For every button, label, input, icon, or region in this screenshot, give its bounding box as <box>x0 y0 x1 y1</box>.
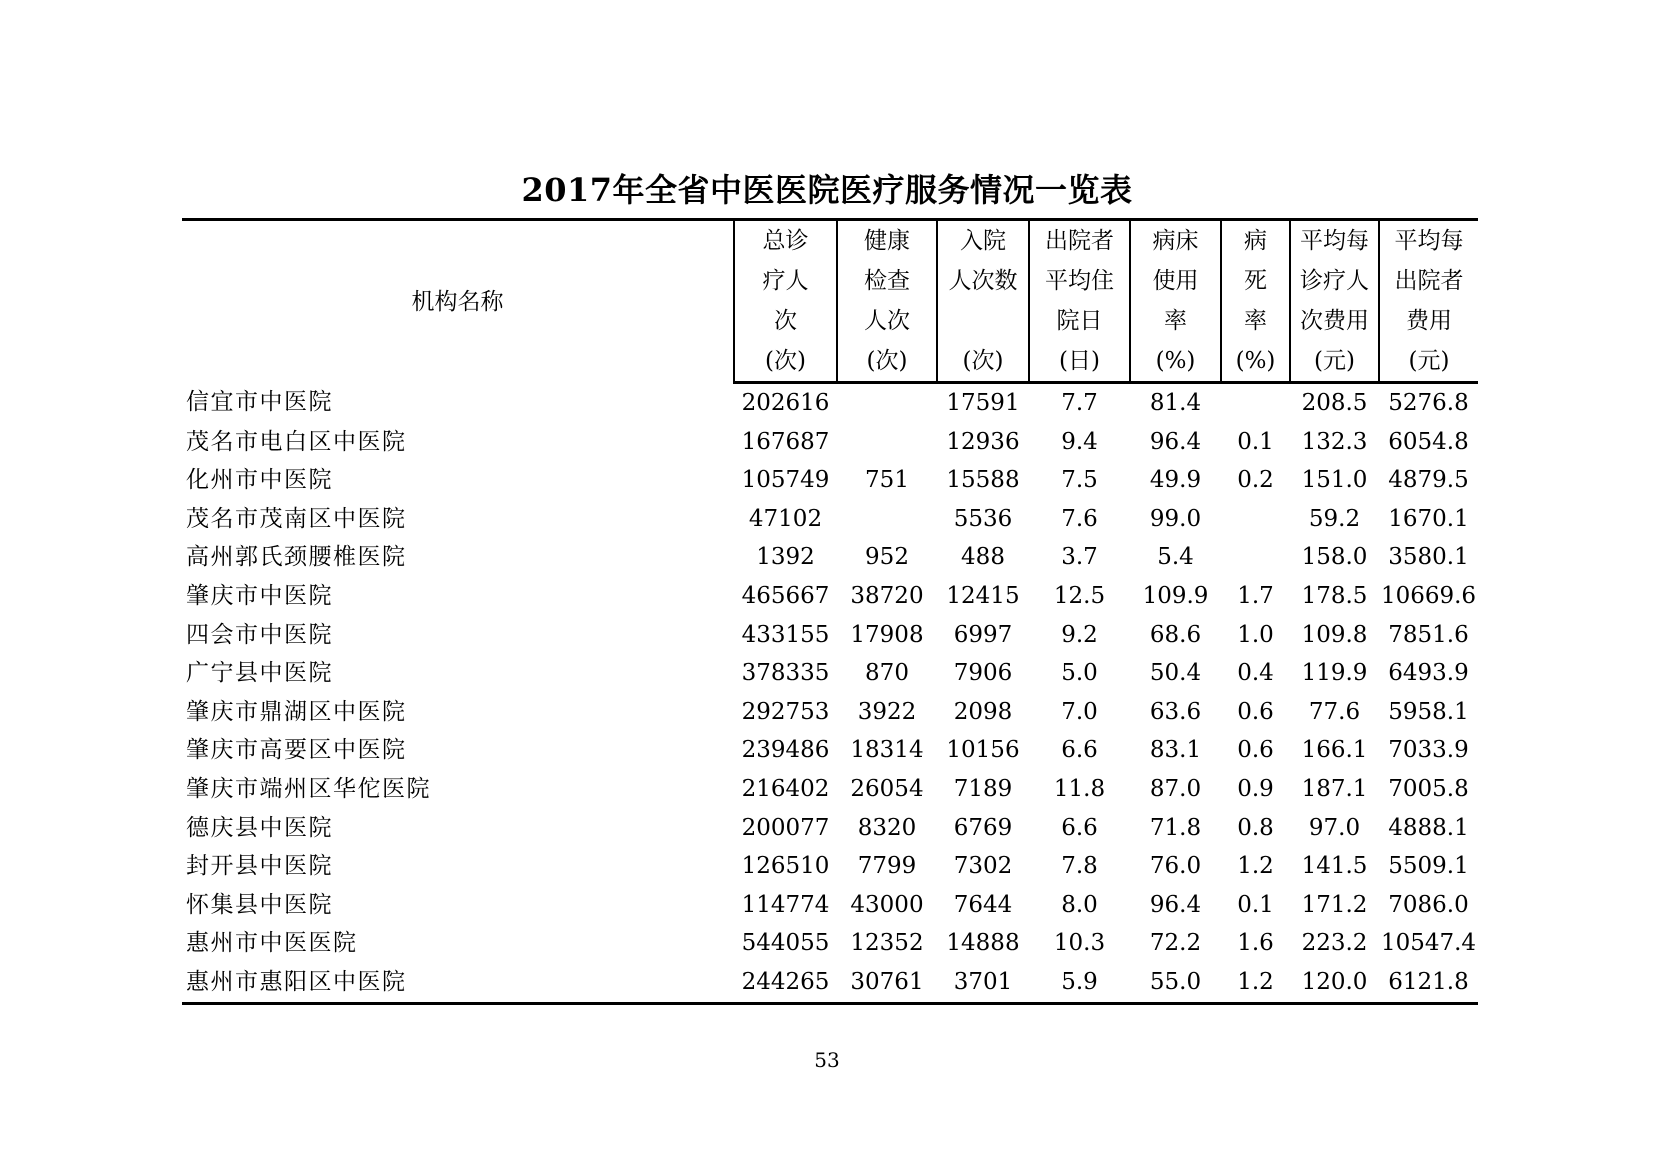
cell-total-visits: 465667 <box>741 582 830 609</box>
table-row <box>182 500 1478 539</box>
cell-bed-usage: 5.4 <box>1157 544 1194 571</box>
cell-bed-usage: 96.4 <box>1149 891 1202 918</box>
cell-mortality: 0.4 <box>1237 660 1274 687</box>
institution-name-cell: 德庆县中医院 <box>186 814 333 841</box>
cell-bed-usage: 96.4 <box>1149 428 1202 455</box>
cell-mortality: 1.0 <box>1237 621 1274 648</box>
table-row <box>182 924 1478 963</box>
table-row <box>182 770 1478 809</box>
cell-bed-usage: 72.2 <box>1149 930 1202 957</box>
header-line: 率 <box>1244 308 1267 334</box>
header-line: 病 <box>1244 228 1267 254</box>
cell-mortality <box>1221 500 1290 539</box>
unit-label: (日) <box>1029 341 1130 383</box>
cell-admissions: 5536 <box>953 505 1013 532</box>
cell-admissions: 14888 <box>946 930 1020 957</box>
cell-avg-discharge-cost: 4879.5 <box>1388 467 1469 494</box>
institution-name-cell: 惠州市中医医院 <box>186 930 358 957</box>
institution-name-cell: 广宁县中医院 <box>186 660 333 687</box>
cell-avg-visit-cost: 132.3 <box>1301 428 1368 455</box>
cell-total-visits: 167687 <box>741 428 830 455</box>
cell-mortality <box>1221 383 1290 423</box>
cell-avg-visit-cost: 77.6 <box>1308 698 1361 725</box>
table-row <box>182 809 1478 848</box>
cell-avg-visit-cost: 166.1 <box>1301 737 1368 764</box>
cell-health-checks: 8320 <box>857 814 917 841</box>
table-row <box>182 847 1478 886</box>
page-number: 53 <box>814 1048 840 1072</box>
cell-mortality: 0.2 <box>1237 467 1274 494</box>
header-line: 出院者 <box>1045 228 1114 254</box>
header-line: 平均住 <box>1045 268 1114 294</box>
header-line: 费用 <box>1406 308 1452 334</box>
cell-bed-usage: 50.4 <box>1149 660 1202 687</box>
cell-avg-stay: 10.3 <box>1053 930 1106 957</box>
cell-admissions: 6769 <box>953 814 1013 841</box>
cell-avg-discharge-cost: 5276.8 <box>1388 390 1469 416</box>
cell-avg-stay: 12.5 <box>1053 582 1106 609</box>
cell-avg-visit-cost: 151.0 <box>1301 467 1368 494</box>
cell-mortality: 1.6 <box>1237 930 1274 957</box>
header-line: 诊疗人 <box>1300 268 1369 294</box>
cell-health-checks: 952 <box>865 544 909 571</box>
unit-label: (次) <box>734 341 837 383</box>
header-line: 机构名称 <box>411 288 504 315</box>
cell-admissions: 7906 <box>953 660 1013 687</box>
cell-avg-stay: 7.8 <box>1061 853 1098 880</box>
cell-avg-discharge-cost: 1670.1 <box>1388 505 1469 532</box>
header-line: 使用 <box>1152 268 1199 294</box>
column-header-health-checks <box>837 220 937 342</box>
institution-name-cell: 四会市中医院 <box>186 621 333 648</box>
cell-mortality: 0.8 <box>1237 814 1274 841</box>
cell-bed-usage: 76.0 <box>1149 853 1202 880</box>
cell-total-visits: 202616 <box>741 390 830 416</box>
header-line: 入院 <box>960 228 1006 254</box>
header-line: 出院者 <box>1394 268 1464 294</box>
header-line: 人次 <box>864 308 910 334</box>
cell-mortality: 0.6 <box>1237 698 1274 725</box>
table-row <box>182 654 1478 693</box>
header-line: 人次数 <box>948 268 1018 294</box>
header-line: 院日 <box>1056 308 1103 334</box>
header-line: 总诊 <box>762 228 809 254</box>
unit-label: (元) <box>1379 341 1478 383</box>
header-line: 次费用 <box>1300 308 1369 334</box>
header-line: 疗人 <box>762 268 809 294</box>
cell-health-checks: 30761 <box>837 963 937 1003</box>
cell-admissions: 6997 <box>953 621 1013 648</box>
cell-avg-stay: 6.6 <box>1061 737 1098 764</box>
cell-health-checks <box>837 423 937 462</box>
cell-health-checks: 751 <box>865 467 909 494</box>
column-header-avg-visit-cost <box>1290 220 1379 342</box>
cell-avg-stay: 3.7 <box>1061 544 1098 571</box>
header-line: 平均每 <box>1300 228 1369 254</box>
cell-avg-discharge-cost: 10669.6 <box>1380 582 1477 609</box>
cell-health-checks: 26054 <box>850 775 924 802</box>
table-row <box>182 616 1478 655</box>
header-line: 死 <box>1244 268 1267 294</box>
column-header-mortality <box>1221 220 1290 342</box>
institution-name-cell: 高州郭氏颈腰椎医院 <box>186 544 407 571</box>
cell-avg-discharge-cost: 5958.1 <box>1388 698 1469 725</box>
cell-admissions: 3701 <box>937 963 1029 1003</box>
institution-name-cell: 怀集县中医院 <box>186 891 333 918</box>
column-header-avg-discharge-cost <box>1379 220 1478 342</box>
cell-admissions: 7189 <box>953 775 1013 802</box>
cell-health-checks <box>837 383 937 423</box>
cell-mortality: 1.2 <box>1237 853 1274 880</box>
cell-admissions: 488 <box>961 544 1005 571</box>
cell-total-visits: 126510 <box>741 853 830 880</box>
cell-bed-usage: 49.9 <box>1149 467 1202 494</box>
table-row <box>182 886 1478 925</box>
cell-mortality: 0.1 <box>1237 428 1274 455</box>
cell-admissions: 2098 <box>953 698 1013 725</box>
cell-avg-discharge-cost: 4888.1 <box>1388 814 1469 841</box>
cell-avg-discharge-cost: 7005.8 <box>1388 775 1469 802</box>
cell-avg-discharge-cost: 7086.0 <box>1388 891 1469 918</box>
cell-health-checks: 17908 <box>850 621 924 648</box>
cell-total-visits: 216402 <box>741 775 830 802</box>
table-body <box>182 383 1478 1004</box>
table-row <box>182 423 1478 462</box>
cell-total-visits: 47102 <box>748 505 823 532</box>
cell-admissions: 17591 <box>946 390 1020 416</box>
table-row <box>182 538 1478 577</box>
cell-admissions: 12415 <box>946 582 1020 609</box>
header-line: 病床 <box>1152 228 1199 254</box>
cell-avg-discharge-cost: 7851.6 <box>1388 621 1469 648</box>
cell-avg-discharge-cost: 5509.1 <box>1388 853 1469 880</box>
cell-mortality <box>1221 538 1290 577</box>
cell-avg-stay: 9.2 <box>1061 621 1098 648</box>
cell-total-visits: 200077 <box>741 814 830 841</box>
header-line: 平均每 <box>1394 228 1464 254</box>
cell-avg-discharge-cost: 6121.8 <box>1379 963 1478 1003</box>
cell-health-checks: 43000 <box>850 891 924 918</box>
cell-avg-stay: 11.8 <box>1053 775 1106 802</box>
unit-label: (%) <box>1221 341 1290 383</box>
cell-admissions: 7644 <box>953 891 1013 918</box>
cell-health-checks: 870 <box>865 660 909 687</box>
cell-bed-usage: 99.0 <box>1149 505 1202 532</box>
cell-avg-stay: 7.6 <box>1061 505 1098 532</box>
institution-name-cell: 肇庆市高要区中医院 <box>186 737 407 764</box>
cell-avg-visit-cost: 171.2 <box>1301 891 1368 918</box>
cell-avg-visit-cost: 187.1 <box>1301 775 1368 802</box>
cell-avg-discharge-cost: 6054.8 <box>1388 428 1469 455</box>
page-title: 2017年全省中医医院医疗服务情况一览表 <box>521 171 1133 209</box>
cell-avg-visit-cost: 119.9 <box>1301 660 1368 687</box>
unit-label: (元) <box>1290 341 1379 383</box>
cell-avg-discharge-cost: 6493.9 <box>1388 660 1469 687</box>
cell-avg-visit-cost: 97.0 <box>1308 814 1361 841</box>
header-line: 健康 <box>864 228 910 254</box>
cell-total-visits: 114774 <box>741 891 830 918</box>
institution-name-cell: 肇庆市鼎湖区中医院 <box>186 698 407 725</box>
cell-avg-stay: 5.0 <box>1061 660 1098 687</box>
cell-bed-usage: 87.0 <box>1149 775 1202 802</box>
unit-label: (%) <box>1130 341 1221 383</box>
cell-avg-stay: 5.9 <box>1029 963 1130 1003</box>
table-row <box>182 693 1478 732</box>
cell-avg-visit-cost: 59.2 <box>1308 505 1361 532</box>
table-row <box>182 731 1478 770</box>
table-row <box>182 461 1478 500</box>
unit-label: (次) <box>837 341 937 383</box>
institution-name-cell: 肇庆市中医院 <box>186 582 333 609</box>
cell-mortality: 1.2 <box>1221 963 1290 1003</box>
table-row <box>182 577 1478 616</box>
unit-label: (次) <box>937 341 1029 383</box>
column-header-total-visits <box>734 220 837 342</box>
column-header-bed-usage <box>1130 220 1221 342</box>
cell-total-visits: 105749 <box>741 467 830 494</box>
institution-name-cell: 肇庆市端州区华佗医院 <box>186 775 431 802</box>
header-row-labels <box>182 220 1478 342</box>
cell-total-visits: 378335 <box>741 660 830 687</box>
cell-bed-usage: 83.1 <box>1149 737 1202 764</box>
table-row <box>182 383 1478 423</box>
cell-bed-usage: 55.0 <box>1130 963 1221 1003</box>
cell-total-visits: 292753 <box>741 698 830 725</box>
cell-health-checks: 12352 <box>850 930 924 957</box>
cell-health-checks: 7799 <box>857 853 917 880</box>
cell-bed-usage: 63.6 <box>1149 698 1202 725</box>
cell-total-visits: 544055 <box>741 930 830 957</box>
institution-name-cell: 封开县中医院 <box>186 853 333 880</box>
cell-avg-stay: 6.6 <box>1061 814 1098 841</box>
cell-avg-visit-cost: 208.5 <box>1301 390 1368 416</box>
column-header-admissions <box>937 220 1029 342</box>
cell-mortality: 1.7 <box>1237 582 1274 609</box>
cell-avg-discharge-cost: 7033.9 <box>1388 737 1469 764</box>
header-line: 率 <box>1164 308 1187 334</box>
cell-mortality: 0.1 <box>1237 891 1274 918</box>
cell-avg-stay: 7.0 <box>1061 698 1098 725</box>
cell-admissions: 12936 <box>946 428 1020 455</box>
cell-bed-usage: 71.8 <box>1149 814 1202 841</box>
header-line: 次 <box>774 308 797 334</box>
cell-mortality: 0.9 <box>1237 775 1274 802</box>
cell-health-checks <box>837 500 937 539</box>
institution-name-cell: 化州市中医院 <box>186 467 333 494</box>
cell-total-visits: 244265 <box>734 963 837 1003</box>
cell-total-visits: 1392 <box>756 544 815 571</box>
table-header <box>182 220 1478 383</box>
institution-name-cell: 信宜市中医院 <box>186 389 333 416</box>
cell-bed-usage: 109.9 <box>1142 582 1209 609</box>
cell-admissions: 7302 <box>953 853 1013 880</box>
cell-bed-usage: 68.6 <box>1149 621 1202 648</box>
cell-avg-visit-cost: 120.0 <box>1290 963 1379 1003</box>
cell-bed-usage: 81.4 <box>1149 390 1202 416</box>
institution-name-cell: 茂名市电白区中医院 <box>186 428 407 455</box>
table-row <box>182 963 1478 1003</box>
header-line: 检查 <box>864 268 910 294</box>
cell-total-visits: 433155 <box>741 621 830 648</box>
cell-health-checks: 38720 <box>850 582 924 609</box>
cell-avg-stay: 7.5 <box>1061 467 1098 494</box>
cell-avg-stay: 7.7 <box>1061 390 1098 416</box>
cell-avg-visit-cost: 158.0 <box>1301 544 1368 571</box>
cell-avg-stay: 8.0 <box>1061 891 1098 918</box>
cell-admissions: 15588 <box>946 467 1020 494</box>
institution-name-cell: 茂名市茂南区中医院 <box>186 505 407 532</box>
data-table-container <box>182 218 1478 1005</box>
cell-avg-visit-cost: 178.5 <box>1301 582 1368 609</box>
cell-avg-visit-cost: 109.8 <box>1301 621 1368 648</box>
cell-health-checks: 3922 <box>857 698 917 725</box>
column-header-name <box>182 220 734 383</box>
institution-name-cell: 惠州市惠阳区中医院 <box>182 963 734 1003</box>
cell-avg-stay: 9.4 <box>1061 428 1098 455</box>
cell-avg-visit-cost: 223.2 <box>1301 930 1368 957</box>
cell-admissions: 10156 <box>946 737 1020 764</box>
cell-avg-discharge-cost: 10547.4 <box>1380 930 1477 957</box>
cell-total-visits: 239486 <box>741 737 830 764</box>
cell-avg-discharge-cost: 3580.1 <box>1388 544 1469 571</box>
cell-avg-visit-cost: 141.5 <box>1301 853 1368 880</box>
column-header-avg-stay <box>1029 220 1130 342</box>
cell-mortality: 0.6 <box>1237 737 1274 764</box>
medical-service-table <box>182 218 1478 1005</box>
cell-health-checks: 18314 <box>850 737 924 764</box>
